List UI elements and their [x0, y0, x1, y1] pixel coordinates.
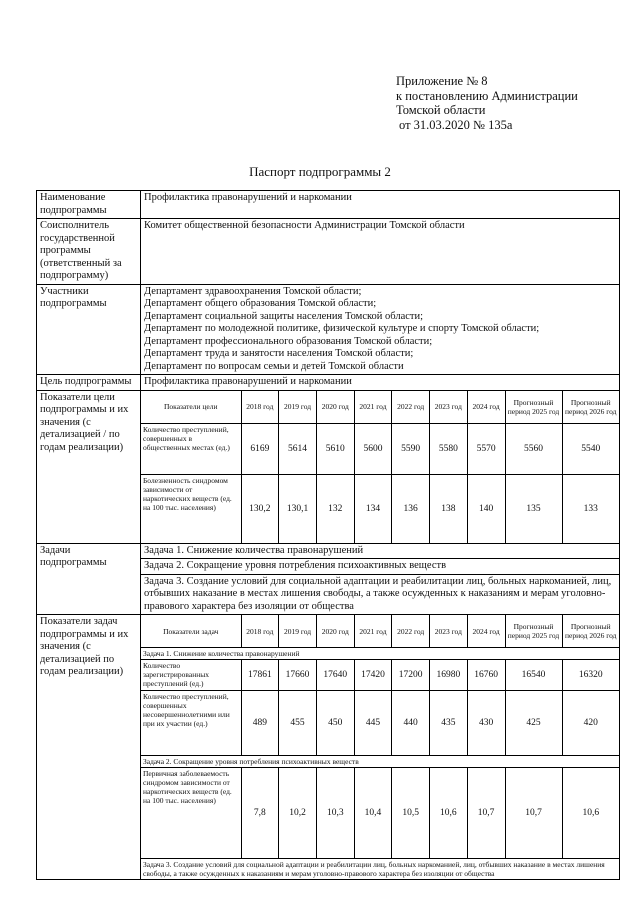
indicator-value: 5540 — [562, 423, 619, 474]
indicator-value: 420 — [562, 691, 619, 756]
indicator-value: 138 — [430, 474, 468, 543]
row-label: Показатели задач подпрограммы и их значения (с детализацией по годам реализации) — [37, 615, 141, 880]
indicator-value: 10,6 — [562, 768, 619, 859]
task-heading-row — [141, 859, 619, 880]
row-value: Профилактика правонарушений и наркомании — [141, 191, 620, 219]
indicator-value: 5590 — [392, 423, 430, 474]
task-item: Задача 3. Создание условий для социальной адаптации и реабилитации лиц, больных наркоманией, лиц, отбывших наказание в местах лишения свободы, а также осужденных к наказаниям и мерам уголовно-правового характера без изоляции от общества — [144, 575, 612, 612]
indicator-value: 16980 — [430, 660, 468, 691]
column-header: Показатели задач — [141, 615, 241, 648]
row-value: Комитет общественной безопасности Администрации Томской области — [141, 219, 620, 285]
row-name — [37, 191, 620, 219]
indicator-name: Болезненность синдромом зависимости от наркотических веществ (ед. на 100 тыс. населения) — [141, 474, 241, 543]
indicator-row — [141, 691, 619, 756]
indicator-value: 17861 — [241, 660, 279, 691]
indicator-value: 450 — [316, 691, 354, 756]
indicator-row — [141, 423, 619, 474]
page-title: Паспорт подпрограммы 2 — [249, 164, 391, 179]
row-label: Соисполнитель государственной программы (ответственный за подпрограмму) — [37, 219, 141, 285]
column-header: 2018 год — [241, 615, 279, 648]
column-header: 2024 год — [467, 391, 505, 424]
indicator-value: 5610 — [316, 423, 354, 474]
indicator-value: 16760 — [467, 660, 505, 691]
indicator-value: 130,2 — [241, 474, 279, 543]
indicator-value: 16320 — [562, 660, 619, 691]
indicator-value: 10,7 — [505, 768, 562, 859]
indicator-value: 430 — [467, 691, 505, 756]
indicator-value: 445 — [354, 691, 392, 756]
indicator-value: 135 — [505, 474, 562, 543]
indicator-name: Количество зарегистрированных преступлений (ед.) — [141, 660, 241, 691]
indicator-value: 5560 — [505, 423, 562, 474]
column-header: 2024 год — [467, 615, 505, 648]
indicator-value: 133 — [562, 474, 619, 543]
row-goal-indicators — [37, 390, 620, 543]
indicator-name: Первичная заболеваемость синдромом зависимости от наркотических веществ (ед. на 100 тыс. населения) — [141, 768, 241, 859]
indicator-value: 7,8 — [241, 768, 279, 859]
task-indicators-table — [141, 615, 619, 879]
column-header: Прогнозный период 2025 год — [505, 615, 562, 648]
column-header: Прогнозный период 2026 год — [562, 615, 619, 648]
column-header: 2020 год — [316, 391, 354, 424]
indicator-value: 17660 — [279, 660, 317, 691]
row-value: Профилактика правонарушений и наркомании — [141, 375, 620, 391]
header-row — [141, 391, 619, 424]
task-item: Задача 2. Сокращение уровня потребления психоактивных веществ — [141, 559, 619, 575]
column-header: 2021 год — [354, 391, 392, 424]
indicator-row — [141, 660, 619, 691]
indicator-value: 134 — [354, 474, 392, 543]
indicator-value: 16540 — [505, 660, 562, 691]
indicator-value: 17200 — [392, 660, 430, 691]
row-tasks — [37, 543, 620, 615]
indicator-name: Количество преступлений, совершенных в общественных местах (ед.) — [141, 423, 241, 474]
appendix-line: Приложение № 8 — [396, 74, 488, 88]
indicator-name: Количество преступлений, совершенных несовершеннолетними или при их участии (ед.) — [141, 691, 241, 756]
indicator-value: 10,6 — [430, 768, 468, 859]
participant-item: Департамент по молодежной политике, физической культуре и спорту Томской области; — [144, 323, 540, 334]
column-header: 2019 год — [279, 615, 317, 648]
appendix-line: от 31.03.2020 № 135а — [399, 117, 513, 132]
indicator-value: 5614 — [279, 423, 317, 474]
task-heading-row — [141, 756, 619, 768]
goal-indicators-table — [141, 391, 619, 543]
row-label: Участники подпрограммы — [37, 284, 141, 375]
participant-item: Департамент по вопросам семьи и детей Томской области — [144, 360, 404, 372]
row-label: Задачи подпрограммы — [37, 543, 141, 615]
column-header: 2022 год — [392, 391, 430, 424]
indicator-value: 10,2 — [279, 768, 317, 859]
row-participants — [37, 284, 620, 375]
row-label: Цель подпрограммы — [37, 375, 141, 391]
indicator-value: 440 — [392, 691, 430, 756]
row-task-indicators — [37, 615, 620, 880]
goal-indicators-cell — [141, 390, 620, 543]
indicator-value: 130,1 — [279, 474, 317, 543]
appendix-block — [396, 74, 578, 132]
participant-item: Департамент здравоохранения Томской области; — [144, 285, 362, 297]
appendix-line: Томской области — [396, 103, 486, 117]
indicator-value: 5580 — [430, 423, 468, 474]
indicator-value: 10,7 — [467, 768, 505, 859]
participant-item: Департамент общего образования Томской области; — [144, 298, 377, 309]
task-heading-row — [141, 648, 619, 660]
indicator-value: 6169 — [241, 423, 279, 474]
indicator-value: 17640 — [316, 660, 354, 691]
column-header: 2019 год — [279, 391, 317, 424]
indicator-row — [141, 768, 619, 859]
column-header: 2020 год — [316, 615, 354, 648]
indicator-value: 10,5 — [392, 768, 430, 859]
indicator-value: 435 — [430, 691, 468, 756]
task-heading: Задача 2. Сокращение уровня потребления психоактивных веществ — [141, 756, 619, 768]
passport-table — [36, 190, 620, 880]
task-heading: Задача 1. Снижение количества правонарушений — [141, 648, 619, 660]
task-item: Задача 1. Снижение количества правонарушений — [141, 544, 619, 560]
indicator-value: 489 — [241, 691, 279, 756]
participants-list — [141, 284, 620, 375]
indicator-value: 136 — [392, 474, 430, 543]
participant-item: Департамент социальной защиты населения Томской области; — [144, 310, 424, 322]
column-header: 2022 год — [392, 615, 430, 648]
indicator-value: 132 — [316, 474, 354, 543]
row-goal — [37, 375, 620, 391]
indicator-value: 10,3 — [316, 768, 354, 859]
row-label: Показатели цели подпрограммы и их значения (с детализацией / по годам реализации) — [37, 390, 141, 543]
column-header: Показатели цели — [141, 391, 241, 424]
task-indicators-cell — [141, 615, 620, 880]
indicator-value: 140 — [467, 474, 505, 543]
row-label: Наименование подпрограммы — [37, 191, 141, 219]
column-header: 2021 год — [354, 615, 392, 648]
indicator-value: 17420 — [354, 660, 392, 691]
indicator-value: 5570 — [467, 423, 505, 474]
appendix-line: к постановлению Администрации — [396, 88, 578, 103]
task-heading: Задача 3. Создание условий для социальной адаптации и реабилитации лиц, больных наркоманией, лиц, отбывших наказание в местах лишения свободы, а также осужденных к наказаниям и мерам уголовно-правового характера без изоляции от общества — [141, 859, 619, 880]
column-header: 2023 год — [430, 391, 468, 424]
column-header: 2018 год — [241, 391, 279, 424]
indicator-value: 425 — [505, 691, 562, 756]
indicator-value: 10,4 — [354, 768, 392, 859]
participant-item: Департамент профессионального образования Томской области; — [144, 335, 433, 347]
header-row — [141, 615, 619, 648]
indicator-value: 455 — [279, 691, 317, 756]
indicator-row — [141, 474, 619, 543]
participant-item: Департамент труда и занятости населения Томской области; — [144, 348, 414, 359]
column-header: Прогнозный период 2025 год — [505, 391, 562, 424]
indicator-value: 5600 — [354, 423, 392, 474]
tasks-list — [141, 543, 620, 615]
column-header: Прогнозный период 2026 год — [562, 391, 619, 424]
row-coexecutor — [37, 219, 620, 285]
column-header: 2023 год — [430, 615, 468, 648]
